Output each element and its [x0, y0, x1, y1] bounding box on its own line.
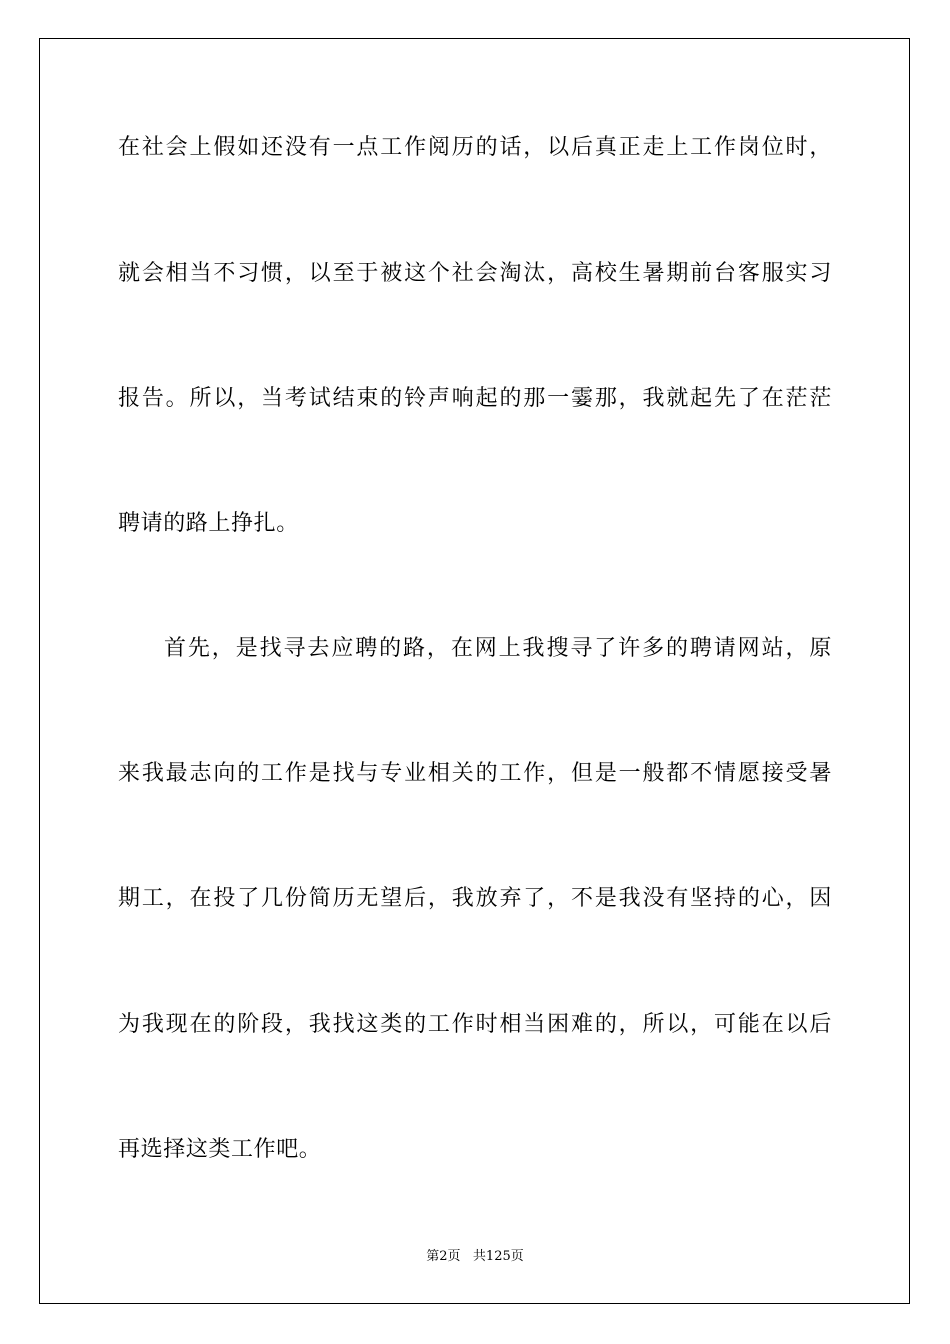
text-line: 再选择这类工作吧。: [118, 1137, 322, 1162]
text-line: 报告。所以，当考试结束的铃声响起的那一霎那，我就起先了在茫茫: [118, 386, 832, 411]
text-line: 在社会上假如还没有一点工作阅历的话，以后真正走上工作岗位时，: [118, 135, 832, 160]
text-line: 为我现在的阶段，我找这类的工作时相当困难的，所以，可能在以后: [118, 1012, 832, 1037]
text-line: 聘请的路上挣扎。: [118, 511, 299, 536]
text-line: 首先，是找寻去应聘的路，在网上我搜寻了许多的聘请网站，原: [164, 636, 832, 661]
text-line: 期工，在投了几份简历无望后，我放弃了，不是我没有坚持的心，因: [118, 886, 832, 911]
text-line: 来我最志向的工作是找与专业相关的工作，但是一般都不情愿接受暑: [118, 761, 832, 786]
page-border: [39, 38, 910, 1304]
text-line: 就会相当不习惯，以至于被这个社会淘汰，高校生暑期前台客服实习: [118, 261, 832, 286]
page-number-footer: 第2页 共125页: [426, 1249, 524, 1264]
